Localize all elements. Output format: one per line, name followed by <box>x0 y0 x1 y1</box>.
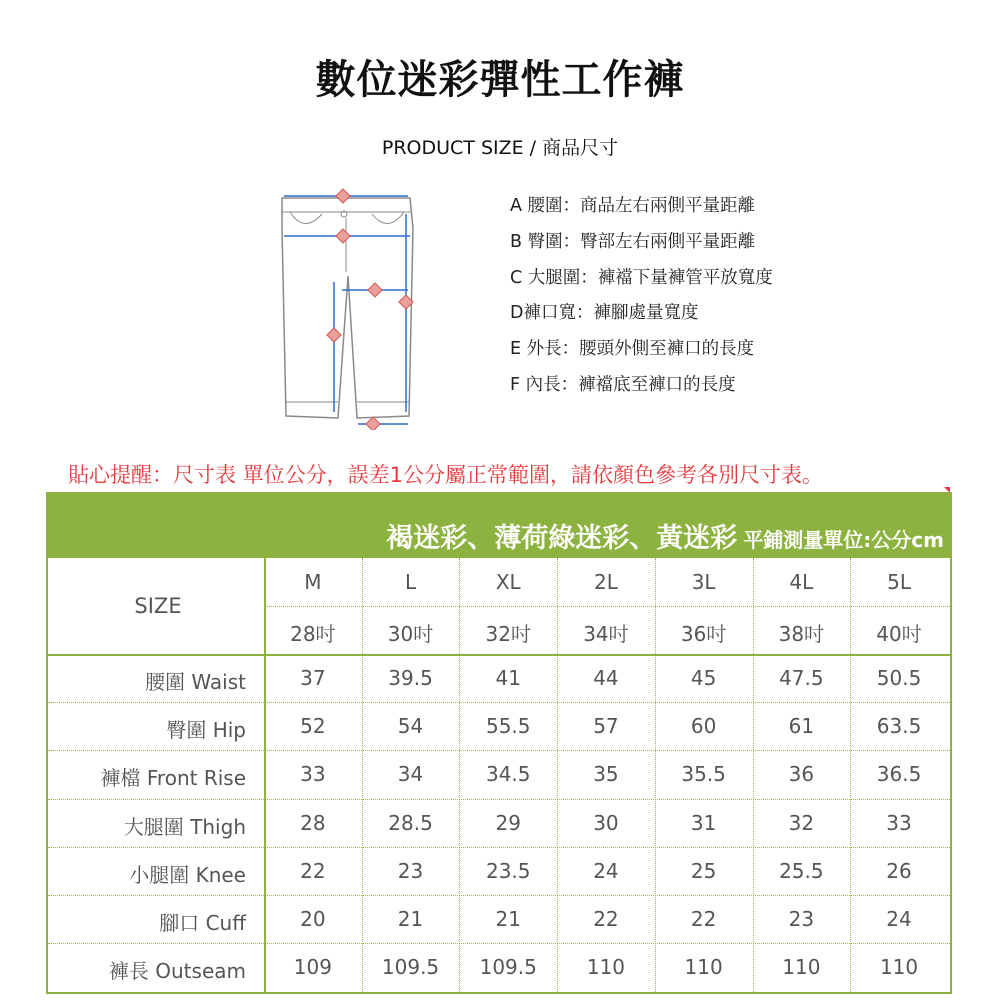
row-divider <box>48 702 950 703</box>
table-cell: 35 <box>593 762 619 787</box>
table-cell: 24 <box>593 858 619 883</box>
header-body-divider <box>48 654 950 656</box>
table-cell: 109 <box>293 955 332 980</box>
table-cell: 25 <box>690 858 717 883</box>
table-cell: 109.5 <box>479 955 537 980</box>
table-cell: 23.5 <box>485 858 531 883</box>
inch-header-cell: 32吋 <box>485 622 531 646</box>
table-header <box>48 494 950 558</box>
legend-item-f: F 內長：褲襠底至褲口的長度 <box>510 374 736 395</box>
table-cell: 110 <box>879 955 919 980</box>
table-cell: 45 <box>690 666 717 690</box>
inch-header-cell: 30吋 <box>387 622 434 646</box>
table-cell: 35.5 <box>681 762 726 787</box>
table-cell: 34.5 <box>485 762 531 787</box>
inch-header-cell: 28吋 <box>290 622 336 646</box>
table-cell: 47.5 <box>779 666 824 690</box>
legend-item-b: B 臀圍：臀部左右兩側平量距離 <box>510 231 756 252</box>
size-header-cell: 2L <box>594 570 618 594</box>
table-cell: 60 <box>690 714 717 739</box>
table-cell: 54 <box>397 714 424 739</box>
row-label: 臀圍 Hip <box>166 718 246 743</box>
size-table <box>46 492 952 994</box>
product-size-subtitle: PRODUCT SIZE / 商品尺寸 <box>381 137 619 159</box>
row-label: 褲長 Outseam <box>108 959 246 984</box>
table-cell: 44 <box>593 666 619 690</box>
table-cell: 55.5 <box>485 714 531 739</box>
row-divider <box>48 750 950 751</box>
size-header-cell: 5L <box>887 570 911 594</box>
table-cell: 26 <box>886 858 912 883</box>
table-cell: 21 <box>495 907 521 931</box>
legend-item-a: A 腰圍：商品左右兩側平量距離 <box>510 196 756 216</box>
inch-header-cell: 38吋 <box>778 622 825 646</box>
table-cell: 30 <box>593 810 619 835</box>
table-cell: 25.5 <box>779 858 824 883</box>
table-cell: 63.5 <box>876 714 922 739</box>
table-cell: 110 <box>782 955 821 980</box>
table-cell: 52 <box>300 714 326 739</box>
row-label: 腰圍 Waist <box>145 670 246 694</box>
table-cell: 36 <box>788 762 815 787</box>
table-cell: 34 <box>397 762 424 787</box>
table-cell: 109.5 <box>381 955 440 980</box>
table-cell: 39.5 <box>388 666 433 690</box>
measurement-legend <box>510 194 773 409</box>
table-cell: 57 <box>593 714 619 739</box>
inch-header-cell: 34吋 <box>583 622 629 646</box>
size-column-label: SIZE <box>134 594 182 618</box>
row-label: 大腿圍 Thigh <box>123 814 246 839</box>
size-row-divider <box>264 606 950 607</box>
table-cell: 24 <box>886 907 912 931</box>
table-cell: 28.5 <box>388 810 433 835</box>
size-header-cell: M <box>304 570 322 594</box>
inch-header-cell: 36吋 <box>680 622 727 646</box>
table-cell: 21 <box>397 907 424 931</box>
table-cell: 22 <box>300 858 326 883</box>
table-cell: 50.5 <box>876 666 922 690</box>
table-cell: 22 <box>690 907 717 931</box>
table-cell: 36.5 <box>876 762 922 787</box>
table-cell: 37 <box>300 666 326 690</box>
table-cell: 110 <box>684 955 723 980</box>
size-header-cell: 4L <box>789 570 814 594</box>
table-header-text <box>386 516 944 555</box>
inch-header-cell: 40吋 <box>876 622 922 646</box>
row-label: 腳口 Cuff <box>159 911 246 935</box>
table-header-colors: 褐迷彩、薄荷綠迷彩、黃迷彩 <box>386 523 738 554</box>
legend-item-d: D褲口寬：褲腳處量寬度 <box>510 303 699 324</box>
row-divider <box>48 799 950 800</box>
table-cell: 31 <box>690 810 717 835</box>
table-cell: 61 <box>788 714 815 739</box>
row-divider <box>48 943 950 944</box>
row-label: 小腿圍 Knee <box>129 862 246 887</box>
row-divider <box>48 847 950 848</box>
table-cell: 33 <box>886 810 912 835</box>
table-cell: 23 <box>397 858 424 883</box>
notice-text: 貼心提醒：尺寸表 單位公分，誤差1公分屬正常範圍，請依顏色參考各別尺寸表。 <box>68 463 824 487</box>
size-header-cell: 3L <box>691 570 716 594</box>
table-header-unit: 平鋪測量單位:公分cm <box>743 528 944 552</box>
table-cell: 41 <box>495 666 521 690</box>
table-cell: 23 <box>788 907 815 931</box>
legend-item-e: E 外長：腰頭外側至褲口的長度 <box>510 339 755 360</box>
size-header-cell: XL <box>495 570 521 594</box>
table-cell: 28 <box>300 810 326 835</box>
table-cell: 29 <box>495 810 521 835</box>
row-divider <box>48 895 950 896</box>
pants-measurement-diagram <box>276 184 422 430</box>
table-cell: 20 <box>300 907 326 931</box>
table-cell: 32 <box>788 810 815 835</box>
product-title: 數位迷彩彈性工作褲 <box>315 57 685 103</box>
table-cell: 110 <box>586 955 626 980</box>
table-cell: 33 <box>300 762 326 787</box>
size-header-cell: L <box>404 570 417 594</box>
row-label: 褲檔 Front Rise <box>100 766 246 791</box>
table-cell: 22 <box>593 907 619 931</box>
legend-item-c: C 大腿圍：褲襠下量褲管平放寬度 <box>510 267 773 288</box>
